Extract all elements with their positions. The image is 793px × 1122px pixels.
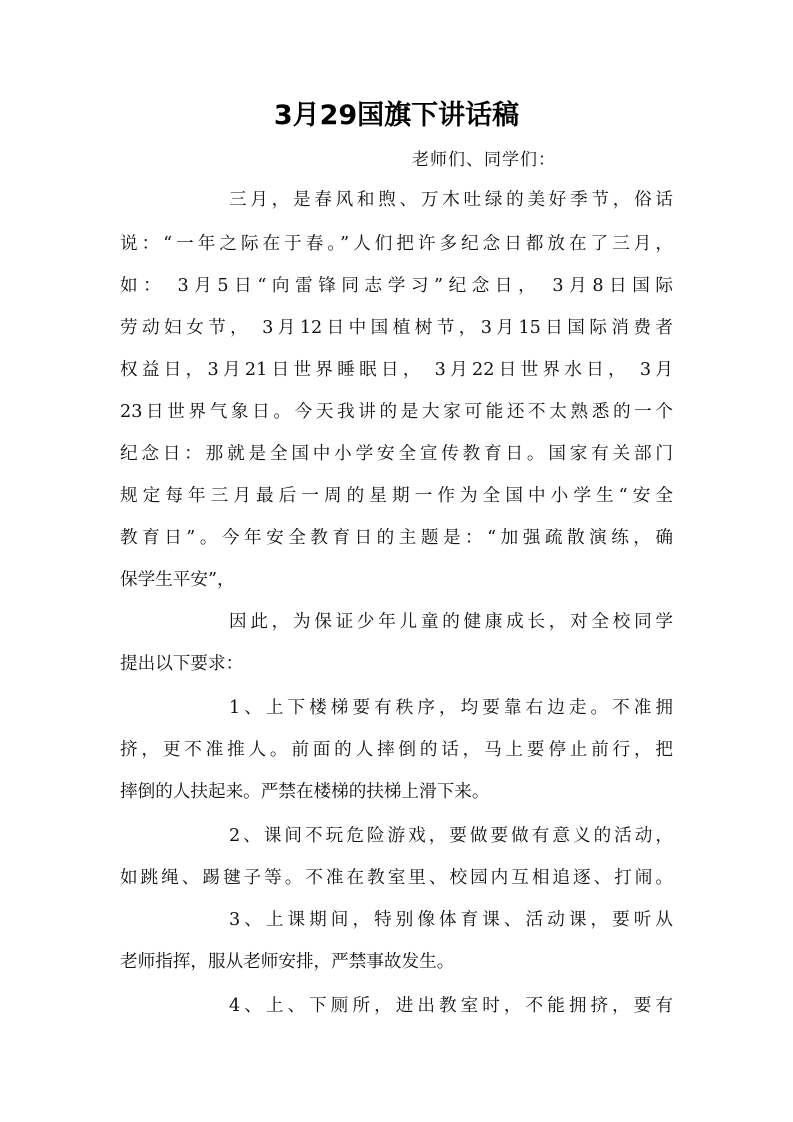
text-line: 挤，更不准推人。前面的人摔倒的话，马上要停止前行，把 — [120, 740, 673, 760]
text-line: 1、上下楼梯要有秩序，均要靠右边走。不准拥 — [229, 698, 673, 718]
text-line: 权益日，3月21日世界睡眠日， 3月22日世界水日， 3月 — [120, 360, 673, 380]
document-title: 3月29国旗下讲话稿 — [273, 100, 520, 131]
text-line: 23日世界气象日。今天我讲的是大家可能还不太熟悉的一个 — [120, 402, 673, 422]
text-line: 教育日”。今年安全教育日的主题是：“加强疏散演练，确 — [120, 528, 673, 548]
text-line: 如： 3月5日“向雷锋同志学习”纪念日， 3月8日国际 — [120, 276, 673, 296]
text-line: 如跳绳、踢毽子等。不准在教室里、校园内互相追逐、打闹。 — [120, 868, 673, 888]
text-line: 劳动妇女节， 3月12日中国植树节，3月15日国际消费者 — [120, 318, 673, 338]
text-line: 保学生平安”， — [120, 570, 235, 590]
text-line: 因此，为保证少年儿童的健康成长，对全校同学 — [229, 612, 673, 632]
greeting: 老师们、同学们： — [412, 150, 556, 170]
text-line: 老师指挥，服从老师安排，严禁事故发生。 — [120, 952, 455, 972]
text-line: 摔倒的人扶起来。严禁在楼梯的扶梯上滑下来。 — [120, 782, 490, 802]
text-line: 2、课间不玩危险游戏，要做要做有意义的活动， — [229, 826, 673, 846]
text-line: 纪念日：那就是全国中小学安全宣传教育日。国家有关部门 — [120, 444, 673, 464]
text-line: 3、上课期间，特别像体育课、活动课，要听从 — [229, 910, 673, 930]
text-line: 规定每年三月最后一周的星期一作为全国中小学生“安全 — [120, 486, 673, 506]
text-line: 三月，是春风和煦、万木吐绿的美好季节，俗话 — [229, 190, 673, 210]
text-line: 说：“一年之际在于春。”人们把许多纪念日都放在了三月， — [120, 234, 673, 254]
text-line: 4、上、下厕所，进出教室时，不能拥挤，要有 — [229, 996, 673, 1016]
text-line: 提出以下要求： — [120, 654, 244, 674]
